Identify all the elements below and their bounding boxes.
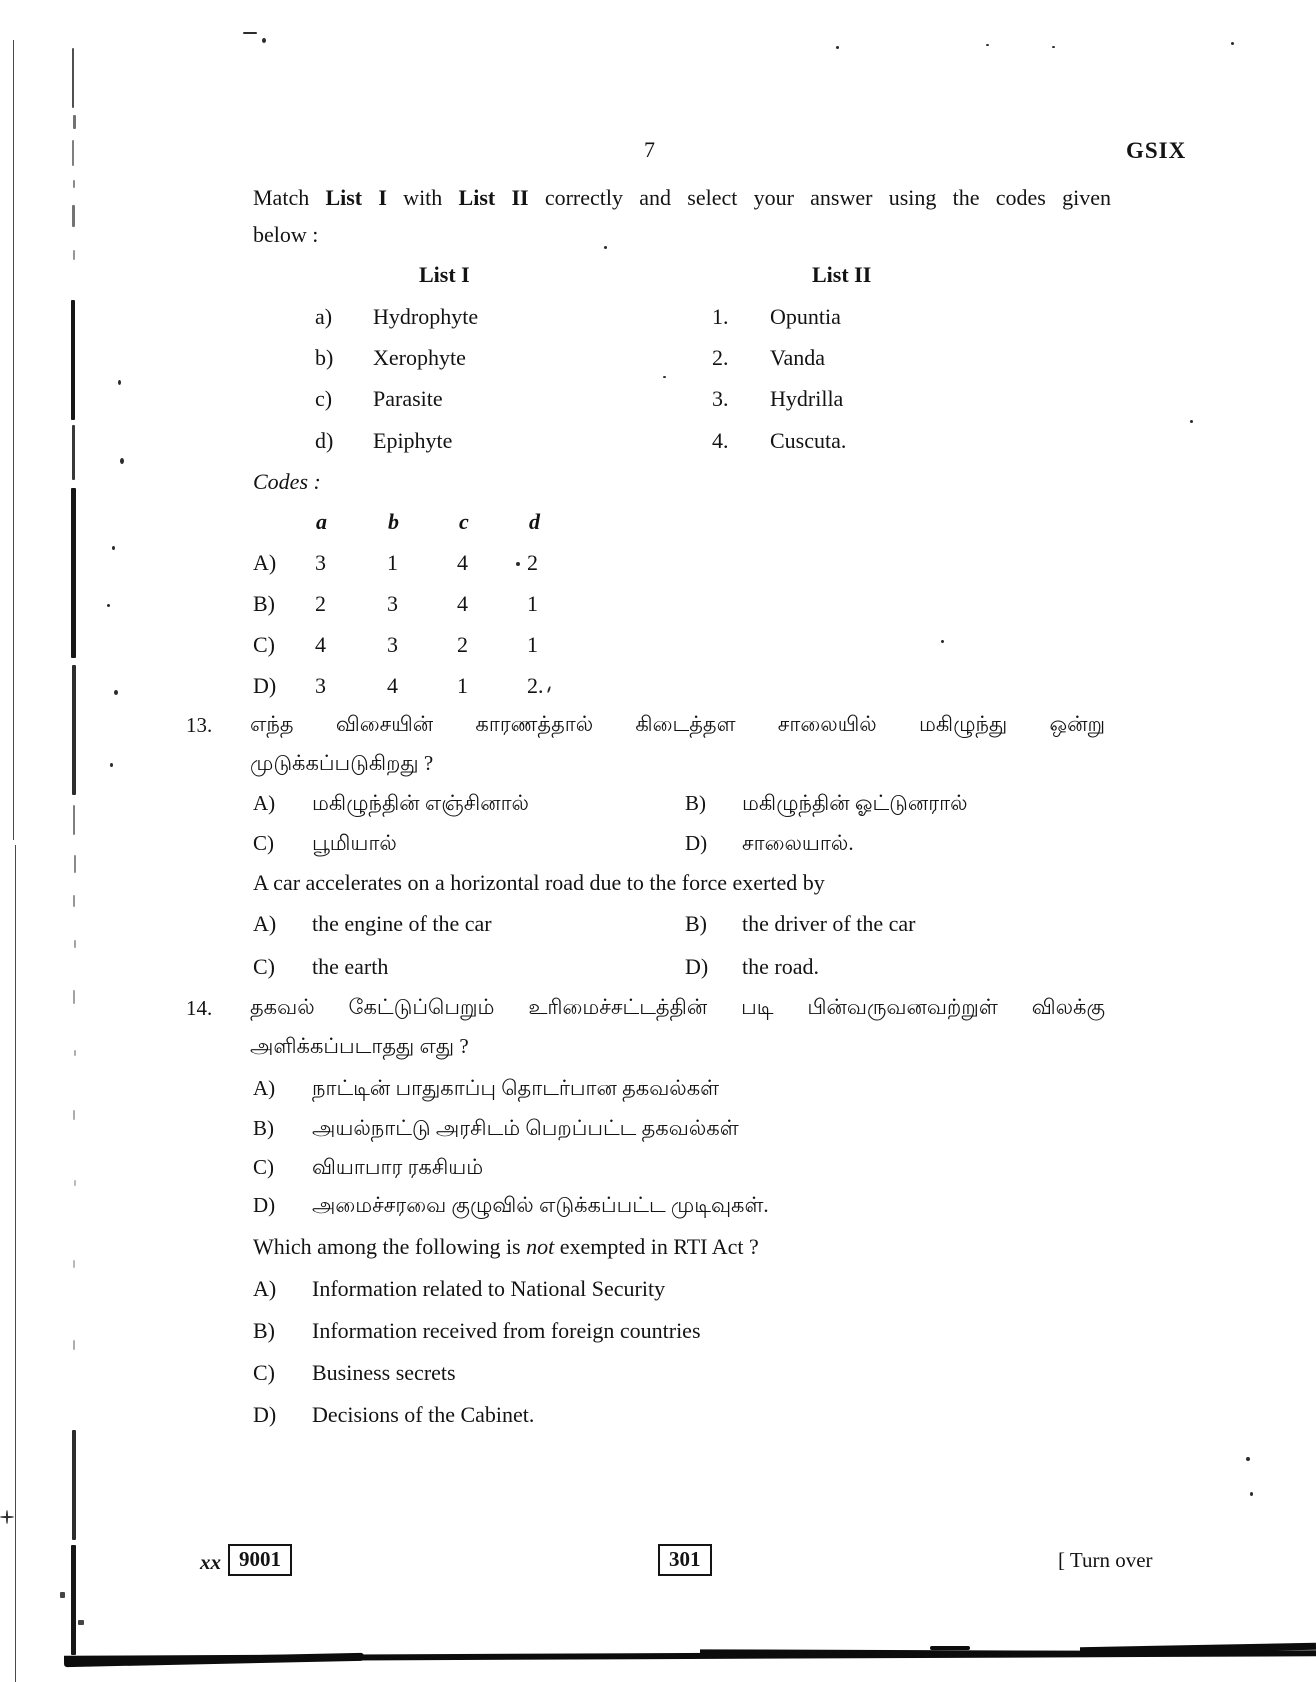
stem-text: exempted in RTI Act ? bbox=[554, 1234, 759, 1259]
codes-value: 1 bbox=[457, 673, 468, 698]
option-text: சாலையால். bbox=[742, 831, 854, 855]
codes-label: Codes : bbox=[253, 469, 321, 494]
codes-row-label: C) bbox=[253, 632, 275, 657]
option-text: பூமியால் bbox=[312, 831, 397, 855]
footer-center-number: 301 bbox=[658, 1544, 712, 1576]
list2-item-term: Cuscuta. bbox=[770, 428, 847, 453]
option-text: மகிழுந்தின் எஞ்சினால் bbox=[312, 791, 529, 815]
option-text: the driver of the car bbox=[742, 911, 916, 936]
codes-value: 4 bbox=[387, 673, 398, 698]
codes-value: 3 bbox=[387, 632, 398, 657]
codes-header-d: d bbox=[529, 509, 540, 534]
list2-item-term: Vanda bbox=[770, 345, 825, 370]
option-label: D) bbox=[685, 954, 709, 979]
footer-booklet-box bbox=[228, 1544, 292, 1576]
list2-item-label: 1. bbox=[712, 304, 729, 329]
footer-center-box bbox=[658, 1544, 712, 1576]
option-label: D) bbox=[685, 831, 708, 855]
list2-ref: List II bbox=[458, 185, 529, 210]
codes-value: 2 bbox=[457, 632, 468, 657]
option-label: C) bbox=[253, 954, 275, 979]
option-text: Business secrets bbox=[312, 1360, 456, 1385]
codes-value: 3 bbox=[387, 591, 398, 616]
option-text: அயல்நாட்டு அரசிடம் பெறப்பட்ட தகவல்கள் bbox=[312, 1116, 739, 1140]
page-number: 7 bbox=[644, 137, 655, 162]
codes-value: 2 bbox=[315, 591, 326, 616]
option-text: அமைச்சரவை குழுவில் எடுக்கப்பட்ட முடிவுகள். bbox=[312, 1193, 769, 1217]
match-intro-line1 bbox=[253, 184, 1111, 212]
codes-row-label: B) bbox=[253, 591, 275, 616]
option-label: B) bbox=[253, 1116, 274, 1140]
list2-item-label: 2. bbox=[712, 345, 729, 370]
list2-item-term: Opuntia bbox=[770, 304, 841, 329]
option-label: D) bbox=[253, 1193, 276, 1217]
option-label: C) bbox=[253, 1155, 274, 1179]
option-label: C) bbox=[253, 1360, 275, 1385]
codes-value: 1 bbox=[527, 632, 538, 657]
question13-tamil-line1: எந்த விசையின் காரணத்தால் கிடைத்தள சாலையில் மகிழுந்து ஒன்று bbox=[250, 712, 1105, 736]
codes-row-label: A) bbox=[253, 550, 277, 575]
footer-turn-over: [ Turn over bbox=[1058, 1548, 1153, 1572]
codes-value: 4 bbox=[457, 591, 468, 616]
list1-item-term: Epiphyte bbox=[373, 428, 453, 453]
scan-line-segment bbox=[15, 845, 16, 1682]
codes-value: 3 bbox=[315, 550, 326, 575]
intro-text: with bbox=[386, 185, 459, 210]
option-text: Decisions of the Cabinet. bbox=[312, 1402, 535, 1427]
question14-tamil-line2: அளிக்கப்படாதது எது ? bbox=[250, 1034, 469, 1058]
exam-code: GSIX bbox=[1126, 138, 1187, 163]
question13-number: 13. bbox=[186, 713, 213, 737]
option-text: மகிழுந்தின் ஓட்டுனரால் bbox=[742, 791, 968, 815]
list1-item-label: b) bbox=[315, 345, 334, 370]
list1-item-label: c) bbox=[315, 386, 333, 411]
codes-header-c: c bbox=[459, 509, 469, 534]
option-label: A) bbox=[253, 1276, 277, 1301]
footer-booklet-number: 9001 bbox=[228, 1544, 292, 1576]
list2-item-label: 4. bbox=[712, 428, 729, 453]
intro-text: Match bbox=[253, 185, 326, 210]
option-text: Information received from foreign countries bbox=[312, 1318, 701, 1343]
codes-value: 1 bbox=[387, 550, 398, 575]
match-intro-line2: below : bbox=[253, 222, 319, 247]
codes-value: 3 bbox=[315, 673, 326, 698]
option-text: the earth bbox=[312, 954, 389, 979]
scan-line-segment bbox=[13, 40, 14, 840]
footer-series-code: xx bbox=[200, 1550, 221, 1574]
stem-italic-word: not bbox=[526, 1234, 555, 1259]
list1-item-term: Hydrophyte bbox=[373, 304, 479, 329]
list1-title: List I bbox=[419, 262, 470, 287]
list1-ref: List I bbox=[325, 185, 387, 210]
list1-item-label: a) bbox=[315, 304, 333, 329]
codes-value: 4 bbox=[315, 632, 326, 657]
question14-tamil-line1: தகவல் கேட்டுப்பெறும் உரிமைச்சட்டத்தின் படி பின்வருவனவற்றுள் விலக்கு bbox=[250, 995, 1105, 1019]
codes-value: 4 bbox=[457, 550, 468, 575]
option-text: the engine of the car bbox=[312, 911, 492, 936]
option-label: A) bbox=[253, 911, 277, 936]
list2-title: List II bbox=[812, 262, 872, 287]
codes-header-b: b bbox=[388, 509, 399, 534]
list1-item-term: Parasite bbox=[373, 386, 443, 411]
option-text: நாட்டின் பாதுகாப்பு தொடர்பான தகவல்கள் bbox=[312, 1076, 720, 1100]
option-label: A) bbox=[253, 1076, 276, 1100]
codes-header-a: a bbox=[316, 509, 327, 534]
option-text: வியாபார ரகசியம் bbox=[312, 1155, 484, 1179]
question13-tamil-line2: முடுக்கப்படுகிறது ? bbox=[250, 751, 434, 775]
codes-row-label: D) bbox=[253, 673, 277, 698]
codes-value: 2 bbox=[527, 550, 538, 575]
option-text: the road. bbox=[742, 954, 819, 979]
list1-item-term: Xerophyte bbox=[373, 345, 466, 370]
list1-item-label: d) bbox=[315, 428, 334, 453]
codes-value: 1 bbox=[527, 591, 538, 616]
option-label: B) bbox=[685, 791, 706, 815]
list2-item-label: 3. bbox=[712, 386, 729, 411]
option-label: B) bbox=[685, 911, 707, 936]
intro-text: correctly and select your answer using the codes given bbox=[528, 185, 1111, 210]
question13-english-stem: A car accelerates on a horizontal road due to the force exerted by bbox=[253, 870, 825, 895]
question14-number: 14. bbox=[186, 996, 213, 1020]
question14-english-stem bbox=[253, 1233, 759, 1261]
codes-value: 2. bbox=[527, 673, 544, 698]
option-label: C) bbox=[253, 831, 274, 855]
stem-text: Which among the following is bbox=[253, 1234, 527, 1259]
option-text: Information related to National Security bbox=[312, 1276, 666, 1301]
option-label: A) bbox=[253, 791, 276, 815]
option-label: B) bbox=[253, 1318, 275, 1343]
list2-item-term: Hydrilla bbox=[770, 386, 844, 411]
option-label: D) bbox=[253, 1402, 277, 1427]
